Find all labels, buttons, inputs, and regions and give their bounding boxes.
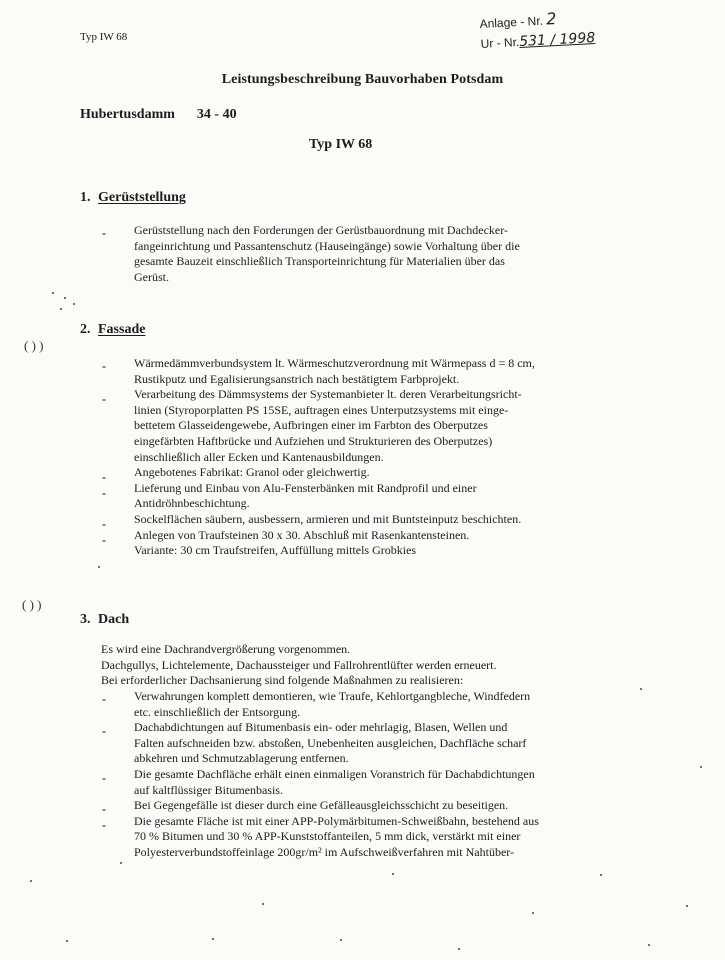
text-line: Antidröhnbeschichtung. bbox=[134, 496, 250, 511]
scan-speck bbox=[73, 303, 75, 305]
text-line: eingefärbten Haftbrücke und Aufziehen und Strukturieren des Oberputzes) bbox=[134, 433, 493, 448]
section-2-heading bbox=[80, 322, 145, 338]
text-line: Sockelflächen säubern, ausbessern, armieren und mit Buntsteinputz beschichten. bbox=[134, 511, 522, 526]
bullet-dash: - bbox=[102, 486, 106, 500]
document-title: Leistungsbeschreibung Bauvorhaben Potsdam bbox=[221, 72, 504, 87]
stamp-annex-number: 2 bbox=[545, 9, 557, 29]
text-line: linien (Styroporplatten PS 15SE, auftragen eines Unterputzsystems mit einge- bbox=[134, 402, 509, 417]
text-line: fangeinrichtung und Passantenschutz (Hauseingänge) sowie Vorhaltung über die bbox=[134, 238, 520, 253]
text-line: Verarbeitung des Dämmsystems der Systemanbieter lt. deren Verarbeitungsricht- bbox=[134, 387, 522, 402]
section-1-number: 1. bbox=[80, 190, 91, 205]
scan-speck bbox=[686, 905, 688, 907]
bullet-dash: - bbox=[102, 692, 106, 706]
section-3-intro bbox=[101, 642, 497, 689]
text-line: etc. einschließlich der Entsorgung. bbox=[134, 704, 301, 719]
section-3-title: Dach bbox=[98, 612, 130, 627]
street-number: 34 - 40 bbox=[196, 107, 237, 122]
text-line: Dachabdichtungen auf Bitumenbasis ein- oder mehrlagig, Blasen, Wellen und bbox=[134, 720, 508, 735]
scan-speck bbox=[30, 880, 32, 882]
scan-speck bbox=[458, 948, 460, 950]
bullet-dash: - bbox=[102, 818, 106, 832]
scan-speck bbox=[52, 292, 54, 294]
scan-speck bbox=[66, 940, 68, 942]
section-3-number: 3. bbox=[80, 612, 91, 627]
bullet-dash: - bbox=[102, 517, 106, 531]
stamp-deed-label: Ur - Nr. bbox=[480, 35, 520, 52]
stamp-annex-label: Anlage - Nr. bbox=[479, 13, 544, 32]
scan-speck bbox=[262, 903, 264, 905]
text-line: gesamte Bauzeit einschließlich Transporteinrichtung für Materialien über das bbox=[134, 254, 505, 269]
text-line: Falten aufschneiden bzw. abstoßen, Unebenheiten ausgleichen, Dachfläche scharf bbox=[134, 735, 527, 750]
text-line: Wärmedämmverbundsystem lt. Wärmeschutzverordnung mit Wärmepass d = 8 cm, bbox=[134, 356, 535, 370]
header-type-label: Typ IW 68 bbox=[80, 31, 128, 43]
margin-mark: ( ) ) bbox=[22, 597, 42, 612]
registration-stamp bbox=[479, 5, 596, 54]
section-3-heading bbox=[80, 612, 129, 628]
text-line: auf kaltflüssiger Bitumenbasis. bbox=[134, 782, 283, 797]
text-line: Angebotenes Fabrikat: Granol oder gleichwertig. bbox=[134, 465, 370, 480]
scan-speck bbox=[60, 308, 62, 310]
text-line: Die gesamte Fläche ist mit einer APP-Polymärbitumen-Schweißbahn, bestehend aus bbox=[134, 813, 539, 828]
text-line: Rustikputz und Egalisierungsanstrich nach bestätigtem Farbprojekt. bbox=[134, 371, 460, 386]
scan-speck bbox=[532, 912, 534, 914]
text-line: Gerüst. bbox=[134, 269, 169, 284]
section-1-heading bbox=[80, 190, 186, 206]
section-1-title: Gerüststellung bbox=[98, 190, 186, 205]
scan-speck bbox=[64, 297, 66, 299]
bullet-dash: - bbox=[102, 359, 106, 373]
section-2-title: Fassade bbox=[98, 322, 146, 337]
bullet-dash: - bbox=[102, 226, 106, 240]
address-line bbox=[80, 107, 237, 123]
scan-speck bbox=[120, 862, 122, 864]
street-name: Hubertusdamm bbox=[80, 107, 175, 122]
text-line: 70 % Bitumen und 30 % APP-Kunststoffanteilen, 5 mm dick, verstärkt mit einer bbox=[134, 829, 521, 844]
section-2-number: 2. bbox=[80, 322, 91, 337]
scan-speck bbox=[340, 939, 342, 941]
bullet-dash: - bbox=[102, 802, 106, 816]
margin-mark: ( ) ) bbox=[24, 338, 44, 353]
scan-speck bbox=[700, 766, 702, 768]
text-line: einschließlich aller Ecken und Kantenausbildungen. bbox=[134, 449, 384, 464]
text-line: Es wird eine Dachrandvergrößerung vorgenommen. bbox=[101, 642, 351, 656]
text-line: Lieferung und Einbau von Alu-Fensterbänken mit Randprofil und einer bbox=[134, 480, 477, 495]
text-line: bettetem Glasseidengewebe, Aufbringen einer im Farbton des Oberputzes bbox=[134, 418, 488, 433]
bullet-dash: - bbox=[102, 724, 106, 738]
scan-speck bbox=[98, 566, 100, 568]
section-3-list bbox=[134, 689, 539, 861]
text-line: abkehren und Schmutzablagerung entfernen. bbox=[134, 751, 349, 766]
bullet-dash: - bbox=[102, 771, 106, 785]
section-2-list bbox=[134, 356, 535, 559]
text-line: Gerüststellung nach den Forderungen der Gerüstbauordnung mit Dachdecker- bbox=[134, 223, 508, 237]
text-line: Verwahrungen komplett demontieren, wie Traufe, Kehlortgangbleche, Windfedern bbox=[134, 689, 531, 703]
scan-speck bbox=[648, 944, 650, 946]
text-line: Bei Gegengefälle ist dieser durch eine Gefälleausgleichsschicht zu beseitigen. bbox=[134, 798, 509, 813]
stamp-deed-number: 531 / 1998 bbox=[518, 30, 596, 51]
scan-speck bbox=[640, 688, 642, 690]
scan-speck bbox=[600, 874, 602, 876]
section-1-paragraph bbox=[134, 223, 520, 285]
type-heading: Typ IW 68 bbox=[309, 137, 373, 152]
scan-speck bbox=[392, 873, 394, 875]
bullet-dash: - bbox=[102, 392, 106, 406]
text-line: Dachgullys, Lichtelemente, Dachaussteiger und Fallrohrentlüfter werden erneuert. bbox=[101, 657, 497, 672]
text-line: Variante: 30 cm Traufstreifen, Auffüllung mittels Grobkies bbox=[134, 543, 417, 558]
text-line: Polyesterverbundstoffeinlage 200gr/m² im Aufschweißverfahren mit Nahtüber- bbox=[134, 844, 515, 859]
bullet-dash: - bbox=[102, 533, 106, 547]
text-line: Anlegen von Traufsteinen 30 x 30. Abschluß mit Rasenkantensteinen. bbox=[134, 527, 470, 542]
scan-speck bbox=[212, 938, 214, 940]
bullet-dash: - bbox=[102, 470, 106, 484]
text-line: Die gesamte Dachfläche erhält einen einmaligen Voranstrich für Dachabdichtungen bbox=[134, 766, 535, 781]
text-line: Bei erforderlicher Dachsanierung sind folgende Maßnahmen zu realisieren: bbox=[101, 673, 464, 688]
